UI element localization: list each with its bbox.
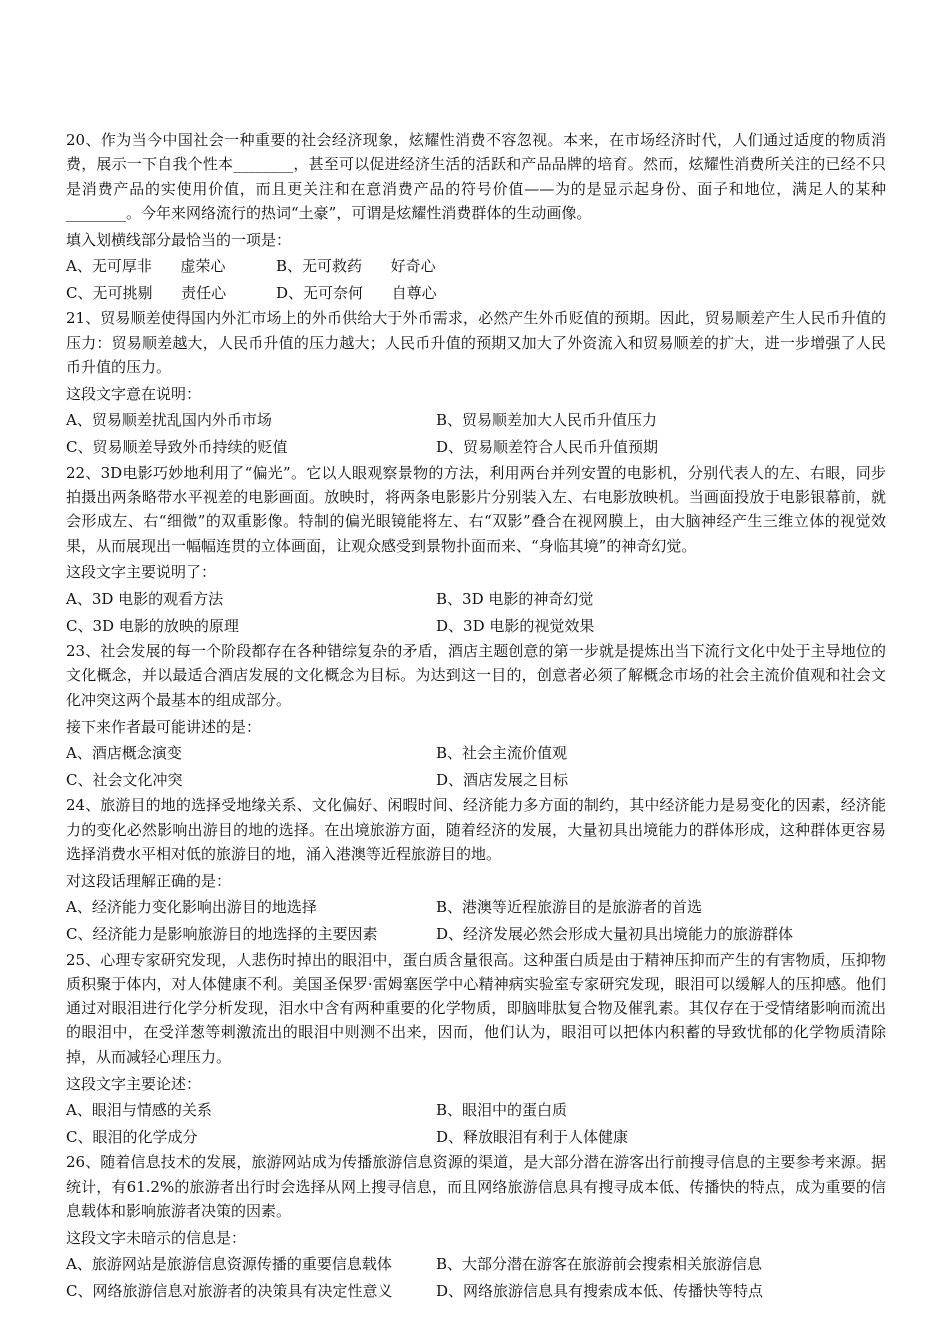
options-list [66, 585, 886, 639]
question-prompt: 这段文字意在说明： [66, 384, 202, 403]
options-list [66, 1251, 886, 1305]
option-c[interactable]: C、网络旅游信息对旅游者的决策具有决定性意义 [66, 1281, 393, 1300]
option-a[interactable]: A、酒店概念演变 [66, 743, 182, 762]
question-stem: 22、3D电影巧妙地利用了“偏光”。它以人眼观察景物的方法，利用两台并列安置的电影机，分别代表人的左、右眼，同步拍摄出两条略带水平视差的电影画面。放映时，将两条电影影片分别装入左、右电影放映机。当画面投放于电影银幕前，就会形成左、右“细微”的双重影像。特制的偏光眼镜能将左、右“双影”叠合在视网膜上，由大脑神经产生三维立体的视觉效果，从而展现出一幅幅连贯的立体画面，让观众感受到景物扑面而来、“身临其境”的神奇幻觉。 [66, 463, 886, 555]
question-22 [66, 461, 886, 639]
option-b[interactable]: B、港澳等近程旅游目的是旅游者的首选 [436, 897, 703, 916]
question-stem: 23、社会发展的每一个阶段都存在各种错综复杂的矛盾，酒店主题创意的第一步就是提炼出当下流行文化中处于主导地位的文化概念，并以最适合酒店发展的文化概念为目标。为达到这一目的，创意者必须了解概念市场的社会主流价值观和社会文化冲突这两个最基本的组成部分。 [66, 642, 886, 709]
option-b[interactable]: B、大部分潜在游客在旅游前会搜索相关旅游信息 [436, 1254, 763, 1273]
question-25 [66, 948, 886, 1151]
option-a[interactable]: A、无可厚非 虚荣心 [66, 256, 226, 275]
option-b[interactable]: B、社会主流价值观 [436, 743, 568, 762]
options-list [66, 894, 886, 948]
option-c[interactable]: C、3D 电影的放映的原理 [66, 616, 239, 635]
option-d[interactable]: D、释放眼泪有利于人体健康 [436, 1127, 629, 1146]
question-20 [66, 128, 886, 306]
question-prompt: 填入划横线部分最恰当的一项是： [66, 230, 292, 249]
option-a[interactable]: A、经济能力变化影响出游目的地选择 [66, 897, 317, 916]
question-stem: 21、贸易顺差使得国内外汇市场上的外币供给大于外币需求，必然产生外币贬值的预期。因此，贸易顺差产生人民币升值的压力：贸易顺差越大，人民币升值的压力越大；人民币升值的预期又加大了外资流入和贸易顺差的扩大，进一步增强了人民币升值的压力。 [66, 309, 886, 377]
options-row [66, 1278, 886, 1305]
option-c[interactable]: C、贸易顺差导致外币持续的贬值 [66, 438, 288, 457]
question-24 [66, 793, 886, 947]
options-row [66, 407, 886, 434]
question-prompt: 这段文字主要说明了： [66, 563, 217, 582]
options-row [66, 739, 886, 766]
option-d[interactable]: D、贸易顺差符合人民币升值预期 [436, 438, 659, 457]
option-c[interactable]: C、社会文化冲突 [66, 770, 183, 789]
option-a[interactable]: A、贸易顺差扰乱国内外币市场 [66, 411, 272, 430]
option-c[interactable]: C、经济能力是影响旅游目的地选择的主要因素 [66, 924, 378, 943]
options-row [66, 279, 886, 306]
question-prompt: 这段文字主要论述： [66, 1074, 202, 1093]
options-row [66, 434, 886, 461]
option-d[interactable]: D、无可奈何 自尊心 [276, 283, 437, 302]
question-23 [66, 639, 886, 793]
question-stem: 24、旅游目的地的选择受地缘关系、文化偏好、闲暇时间、经济能力多方面的制约，其中经济能力是易变化的因素，经济能力的变化必然影响出游目的地的选择。在出境旅游方面，随着经济的发展，大量初具出境能力的群体形成，这种群体更容易选择消费水平相对低的旅游目的地，涌入港澳等近程旅游目的地。 [66, 796, 886, 863]
option-d[interactable]: D、网络旅游信息具有搜索成本低、传播快等特点 [436, 1281, 764, 1300]
option-d[interactable]: D、3D 电影的视觉效果 [436, 616, 595, 635]
question-prompt: 对这段话理解正确的是： [66, 871, 232, 890]
options-row [66, 585, 886, 612]
question-26 [66, 1150, 886, 1304]
options-row [66, 766, 886, 793]
option-b[interactable]: B、贸易顺差加大人民币升值压力 [436, 411, 658, 430]
exam-page [66, 128, 886, 1305]
options-row [66, 252, 886, 279]
options-row [66, 1123, 886, 1150]
question-prompt: 接下来作者最可能讲述的是： [66, 717, 262, 736]
option-a[interactable]: A、眼泪与情感的关系 [66, 1100, 212, 1119]
option-c[interactable]: C、眼泪的化学成分 [66, 1127, 198, 1146]
question-stem: 25、心理专家研究发现，人悲伤时掉出的眼泪中，蛋白质含量很高。这种蛋白质是由于精神压抑而产生的有害物质，压抑物质积聚于体内，对人体健康不利。美国圣保罗·雷姆塞医学中心精神病实验室专家研究发现，眼泪可以缓解人的压抑感。他们通过对眼泪进行化学分析发现，泪水中含有两种重要的化学物质，即脑啡肽复合物及催乳素。其仅存在于受情绪影响而流出的眼泪中，在受洋葱等刺激流出的眼泪中则测不出来，因而，他们认为，眼泪可以把体内积蓄的导致忧郁的化学物质清除掉，从而减轻心理压力。 [66, 950, 886, 1066]
option-d[interactable]: D、酒店发展之目标 [436, 770, 569, 789]
options-list [66, 1096, 886, 1150]
question-21 [66, 306, 886, 460]
options-row [66, 921, 886, 948]
option-c[interactable]: C、无可挑剔 责任心 [66, 283, 227, 302]
options-row [66, 1096, 886, 1123]
question-stem: 20、作为当今中国社会一种重要的社会经济现象，炫耀性消费不容忽视。本来，在市场经济时代，人们通过适度的物质消费，展示一下自我个性本________，甚至可以促进经济生活的活跃和产品品牌的培育。然而，炫耀性消费所关注的已经不只是消费产品的实使用价值，而且更关注和在意消费产品的符号价值——为的是显示起身份、面子和地位，满足人的某种________。今年来网络流行的热词“土豪”，可谓是炫耀性消费群体的生动画像。 [66, 131, 886, 222]
options-row [66, 1251, 886, 1278]
options-row [66, 612, 886, 639]
question-prompt: 这段文字未暗示的信息是： [66, 1228, 247, 1247]
question-stem: 26、随着信息技术的发展，旅游网站成为传播旅游信息资源的渠道，是大部分潜在游客出行前搜寻信息的主要参考来源。据统计，有61.2%的旅游者出行时会选择从网上搜寻信息，而且网络旅游信息具有搜寻成本低、传播快的特点，成为重要的信息载体和影响旅游者决策的因素。 [66, 1153, 886, 1220]
options-row [66, 894, 886, 921]
option-a[interactable]: A、3D 电影的观看方法 [66, 589, 224, 608]
option-b[interactable]: B、无可救药 好奇心 [276, 256, 436, 275]
option-a[interactable]: A、旅游网站是旅游信息资源传播的重要信息载体 [66, 1254, 392, 1273]
option-b[interactable]: B、眼泪中的蛋白质 [436, 1100, 568, 1119]
option-b[interactable]: B、3D 电影的神奇幻觉 [436, 589, 594, 608]
option-d[interactable]: D、经济发展必然会形成大量初具出境能力的旅游群体 [436, 924, 794, 943]
options-list [66, 252, 886, 306]
options-list [66, 407, 886, 461]
options-list [66, 739, 886, 793]
